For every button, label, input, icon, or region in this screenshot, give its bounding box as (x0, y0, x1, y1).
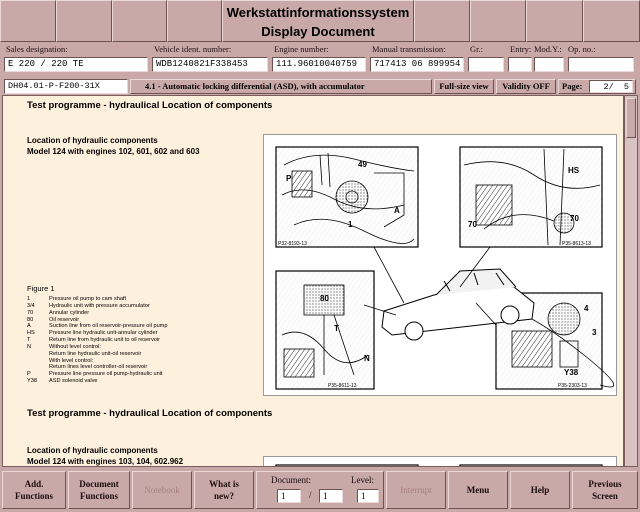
legend-text: Hydraulic unit with pressure accumulator (49, 302, 150, 309)
app-title (222, 0, 414, 42)
legend-row (27, 330, 167, 337)
legend-text: With level control: (49, 357, 94, 364)
section1-model: Model 124 with engines 102, 601, 602 and 603 (27, 147, 200, 156)
manual-transmission-field[interactable]: 717413 06 899954 (370, 57, 464, 72)
title-spacer (414, 0, 470, 42)
legend-text: Pressure oil pump to cam shaft (49, 296, 127, 302)
hydraulic-diagram-2[interactable] (263, 456, 617, 467)
full-size-view-button[interactable]: Full-size view (434, 79, 494, 94)
legend-text: Pressure line hydraulic unit-annular cylinder (49, 330, 158, 337)
entry-field[interactable] (508, 57, 532, 72)
whats-new-button[interactable] (194, 471, 254, 509)
diagram-label-1: 1 (348, 220, 353, 229)
legend-row (27, 323, 167, 330)
section2-title: Test programme - hydraulical Location of components (27, 408, 273, 419)
level-label: Level: (351, 475, 374, 485)
title-spacer (112, 0, 167, 42)
entry-label: Entry: (510, 44, 532, 54)
diagram2-svg (264, 457, 616, 467)
interrupt-button[interactable]: Interrupt (386, 471, 446, 509)
app-title-line1: Werkstattinformationssystem (226, 5, 410, 20)
vehicle-ident-field[interactable]: WDB1240821F338453 (152, 57, 268, 72)
figure-label: Figure 1 (27, 284, 55, 293)
legend-key: Y38 (27, 378, 37, 385)
legend-key: 70 (27, 309, 34, 316)
legend-row (27, 351, 167, 358)
legend-key (27, 364, 49, 371)
document-bar (0, 78, 640, 95)
legend-text: Annular cylinder (49, 309, 90, 316)
title-spacer (470, 0, 526, 42)
diagram-label-hs: HS (568, 166, 580, 175)
sales-designation-label: Sales designation: (6, 44, 68, 54)
diagram-label-70b: 70 (570, 214, 579, 223)
legend-key (27, 351, 49, 358)
page-label: Page: (562, 81, 583, 91)
help-button[interactable]: Help (510, 471, 570, 509)
title-bar (0, 0, 640, 42)
hydraulic-diagram[interactable] (263, 134, 617, 396)
vertical-scrollbar[interactable] (624, 95, 638, 467)
diagram-label-t: T (334, 324, 339, 333)
diagram-ref-p2: P35-8613-13 (562, 241, 591, 247)
document-number-field[interactable]: 1 (277, 489, 301, 503)
legend-key: N (27, 343, 32, 350)
legend-text: Return line hydraulic unit-oil reservoir (49, 350, 142, 357)
legend-key: HS (27, 330, 35, 337)
diagram-label-3: 3 (592, 328, 597, 337)
mod-y-field[interactable] (534, 57, 564, 72)
diagram-label-4: 4 (584, 304, 589, 313)
add-functions-button[interactable] (2, 471, 66, 509)
section1-subtitle: Location of hydraulic components (27, 136, 158, 145)
gr-label: Gr.: (470, 44, 483, 54)
op-no-field[interactable] (568, 57, 634, 72)
validity-button[interactable]: Validity OFF (496, 79, 556, 94)
add-functions-line2: Functions (14, 491, 53, 501)
diagram-svg (264, 135, 616, 395)
document-functions-line2: Functions (79, 491, 118, 501)
section1-title: Test programme - hydraulical Location of components (27, 100, 273, 111)
section2-model: Model 124 with engines 103, 104, 602.962 (27, 457, 184, 466)
legend-key: P (27, 371, 31, 378)
title-spacer (0, 0, 56, 42)
diagram-label-p: P (286, 174, 292, 183)
document-id: DH04.01-P-F200-31X (4, 79, 128, 94)
diagram-label-y38: Y38 (564, 368, 579, 377)
legend-text: Return lines level controller-oil reservoir (49, 364, 148, 371)
legend-key: 3/4 (27, 302, 35, 309)
document-functions-button[interactable] (68, 471, 130, 509)
legend-text: Return line from hydraulic unit to oil reservoir (49, 337, 160, 344)
document-label: Document: (271, 475, 311, 485)
page-indicator (558, 79, 636, 94)
vehicle-fields (0, 42, 640, 78)
scrollbar-thumb[interactable] (626, 98, 636, 138)
legend-row (27, 364, 167, 371)
document-viewer[interactable] (2, 95, 624, 467)
add-functions-line1: Add. (24, 479, 44, 489)
document-title: 4.1 - Automatic locking differential (ASD), with accumulator (130, 79, 432, 94)
legend-row (27, 317, 167, 324)
engine-number-field[interactable]: 111.96010040759 (272, 57, 366, 72)
document-navigator (256, 471, 384, 509)
section2-subtitle: Location of hydraulic components (27, 446, 158, 455)
legend-list (27, 296, 167, 385)
mod-y-label: Mod.Y.: (534, 44, 562, 54)
title-spacer (583, 0, 640, 42)
legend-row (27, 358, 167, 365)
legend-key: 1 (27, 296, 31, 302)
previous-screen-line2: Screen (592, 491, 618, 501)
title-spacer (167, 0, 222, 42)
whats-new-line1: What is (209, 479, 239, 489)
diagram-label-n: N (364, 354, 370, 363)
document-total-field: 1 (319, 489, 343, 503)
legend-text: Pressure line pressure oil pump-hydraulic unit (49, 371, 163, 378)
op-no-label: Op. no.: (568, 44, 596, 54)
legend-row (27, 296, 167, 303)
page-value: 2/ 5 (589, 80, 633, 93)
legend-row (27, 303, 167, 310)
diagram-label-a: A (394, 206, 400, 215)
whats-new-line2: new? (214, 491, 234, 501)
legend-text: Oil reservoir (49, 316, 80, 323)
manual-transmission-label: Manual transmission: (372, 44, 446, 54)
vehicle-ident-label: Vehicle ident. number: (154, 44, 232, 54)
legend-row (27, 344, 167, 351)
level-field[interactable]: 1 (357, 489, 379, 503)
diagram-label-49: 49 (358, 160, 367, 169)
previous-screen-line1: Previous (588, 479, 622, 489)
previous-screen-button[interactable] (572, 471, 638, 509)
legend-row (27, 378, 167, 385)
title-spacer (526, 0, 583, 42)
legend-key (27, 358, 49, 365)
legend-key: 80 (27, 316, 34, 323)
legend-text: ASD solenoid valve (49, 378, 98, 385)
legend-key: A (27, 323, 31, 330)
legend-key: T (27, 337, 31, 344)
app-title-line2: Display Document (261, 24, 375, 39)
bottom-toolbar (0, 469, 640, 512)
legend-text: Without level control: (49, 343, 101, 350)
notebook-button[interactable]: Notebook (132, 471, 192, 509)
diagram-ref-p3: P35-8611-13 (328, 383, 357, 389)
document-separator: / (309, 490, 312, 500)
legend-row (27, 371, 167, 378)
diagram-label-80: 80 (320, 294, 329, 303)
document-functions-line1: Document (79, 479, 119, 489)
legend-text: Suction line from oil reservoir-pressure oil pump (49, 323, 168, 330)
legend-row (27, 310, 167, 317)
gr-field[interactable] (468, 57, 504, 72)
diagram-ref-p4: P35-2303-13 (558, 383, 587, 389)
diagram-ref-p1: P32-8193-13 (278, 241, 307, 247)
legend-row (27, 337, 167, 344)
title-spacer (56, 0, 112, 42)
diagram-label-70a: 70 (468, 220, 477, 229)
sales-designation-field[interactable]: E 220 / 220 TE (4, 57, 148, 72)
menu-button[interactable]: Menu (448, 471, 508, 509)
engine-number-label: Engine number: (274, 44, 329, 54)
